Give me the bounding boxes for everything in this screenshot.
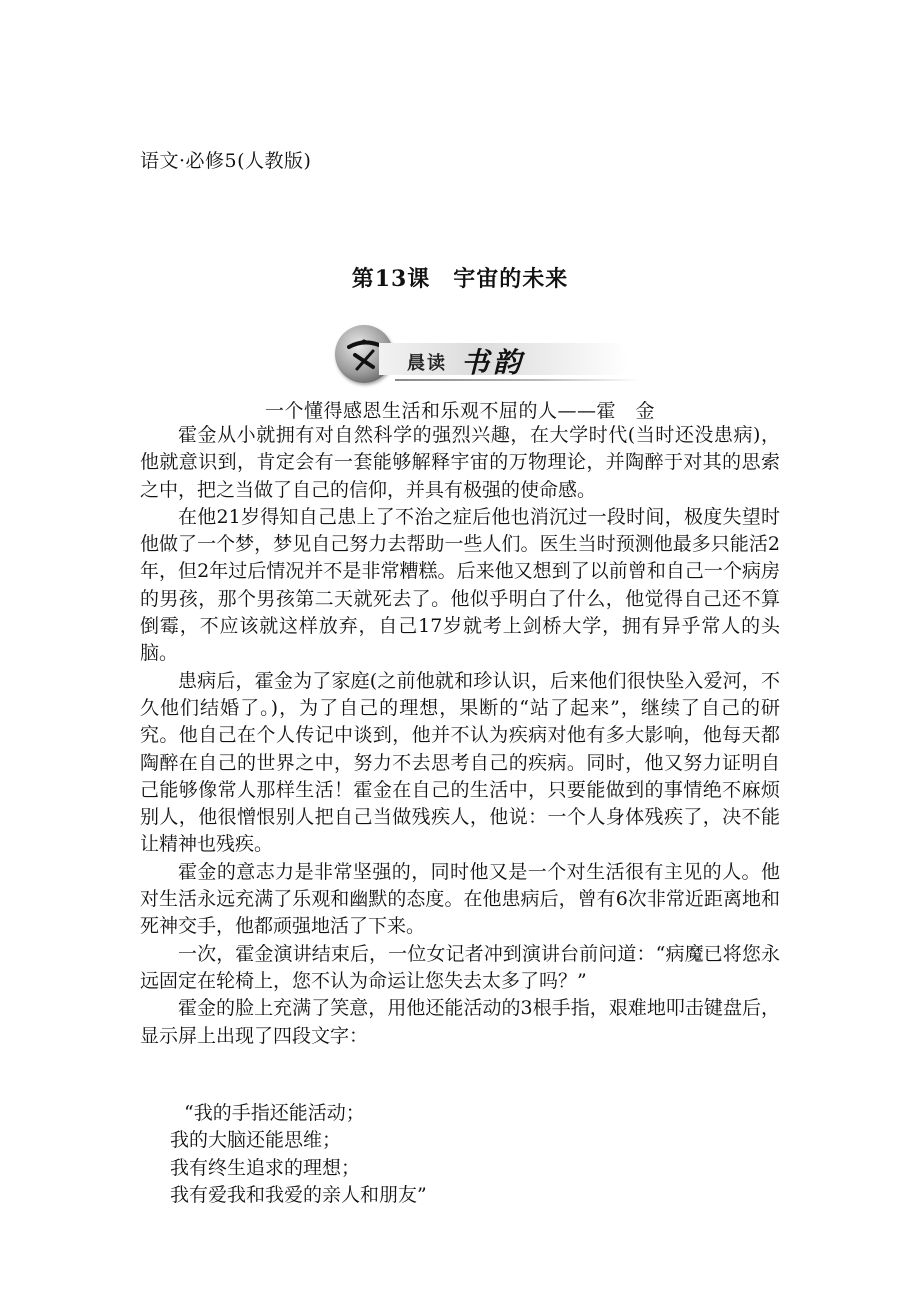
poem-line: 我的大脑还能思维； — [170, 1129, 342, 1152]
paragraph: 在他21岁得知自己患上了不治之症后他也消沉过一段时间，极度失望时他做了一个梦，梦见自己努力去帮助一些人们。医生当时预测他最多只能活2年，但2年过后情况并不是非常糟糕。后来他又想到了以前曾和自己一个病房的男孩，那个男孩第二天就死去了。他似乎明白了什么，他觉得自己还不算倒霉，不应该就这样放弃，自己17岁就考上剑桥大学，拥有异乎常人的头脑。 — [140, 505, 780, 665]
banner-label-script: 书韵 — [461, 346, 526, 379]
paragraph: 一次，霍金演讲结束后，一位女记者冲到演讲台前问道：“病魔已将您永远固定在轮椅上，您不认为命运让您失去太多了吗？” — [140, 942, 780, 992]
banner-underline — [395, 379, 640, 381]
paragraph: 霍金的脸上充满了笑意，用他还能活动的3根手指，艰难地叩击键盘后，显示屏上出现了四段文字： — [140, 997, 780, 1047]
poem-line: 我有终生追求的理想； — [170, 1156, 361, 1179]
lesson-title: 第13课 宇宙的未来 — [351, 266, 569, 292]
page-header: 语文·必修5(人教版) — [140, 150, 312, 172]
paragraph: 霍金的意志力是非常坚强的，同时他又是一个对生活很有主见的人。他对生活永远充满了乐观和幽默的态度。在他患病后，曾有6次非常近距离地和死神交手，他都顽强地活了下来。 — [140, 860, 780, 938]
poem-line: “我的手指还能活动； — [184, 1102, 365, 1124]
article-body — [140, 422, 780, 1050]
paragraph: 霍金从小就拥有对自然科学的强烈兴趣，在大学时代(当时还没患病)，他就意识到，肯定会有一套能够解释宇宙的万物理论，并陶醉于对其的思索之中，把之当做了自己的信仰，并具有极强的使命感。 — [140, 424, 780, 501]
section-banner — [335, 325, 635, 387]
poem-block — [170, 1100, 427, 1209]
banner-label-plain: 晨读 — [407, 353, 447, 374]
poem-line: 我有爱我和我爱的亲人和朋友” — [170, 1183, 427, 1206]
article-title: 一个懂得感恩生活和乐观不屈的人——霍 金 — [265, 400, 656, 422]
paragraph: 患病后，霍金为了家庭(之前他就和珍认识，后来他们很快坠入爱河，不久他们结婚了。)，为了自己的理想，果断的“站了起来”，继续了自己的研究。他自己在个人传记中谈到，他并不认为疾病对他有多大影响，他每天都陶醉在自己的世界之中，努力不去思考自己的疾病。同时，他又努力证明自己能够像常人那样生活！霍金在自己的生活中，只要能做到的事情绝不麻烦别人，他很憎恨别人把自己当做残疾人，他说：一个人身体残疾了，决不能让精神也残疾。 — [140, 669, 780, 856]
